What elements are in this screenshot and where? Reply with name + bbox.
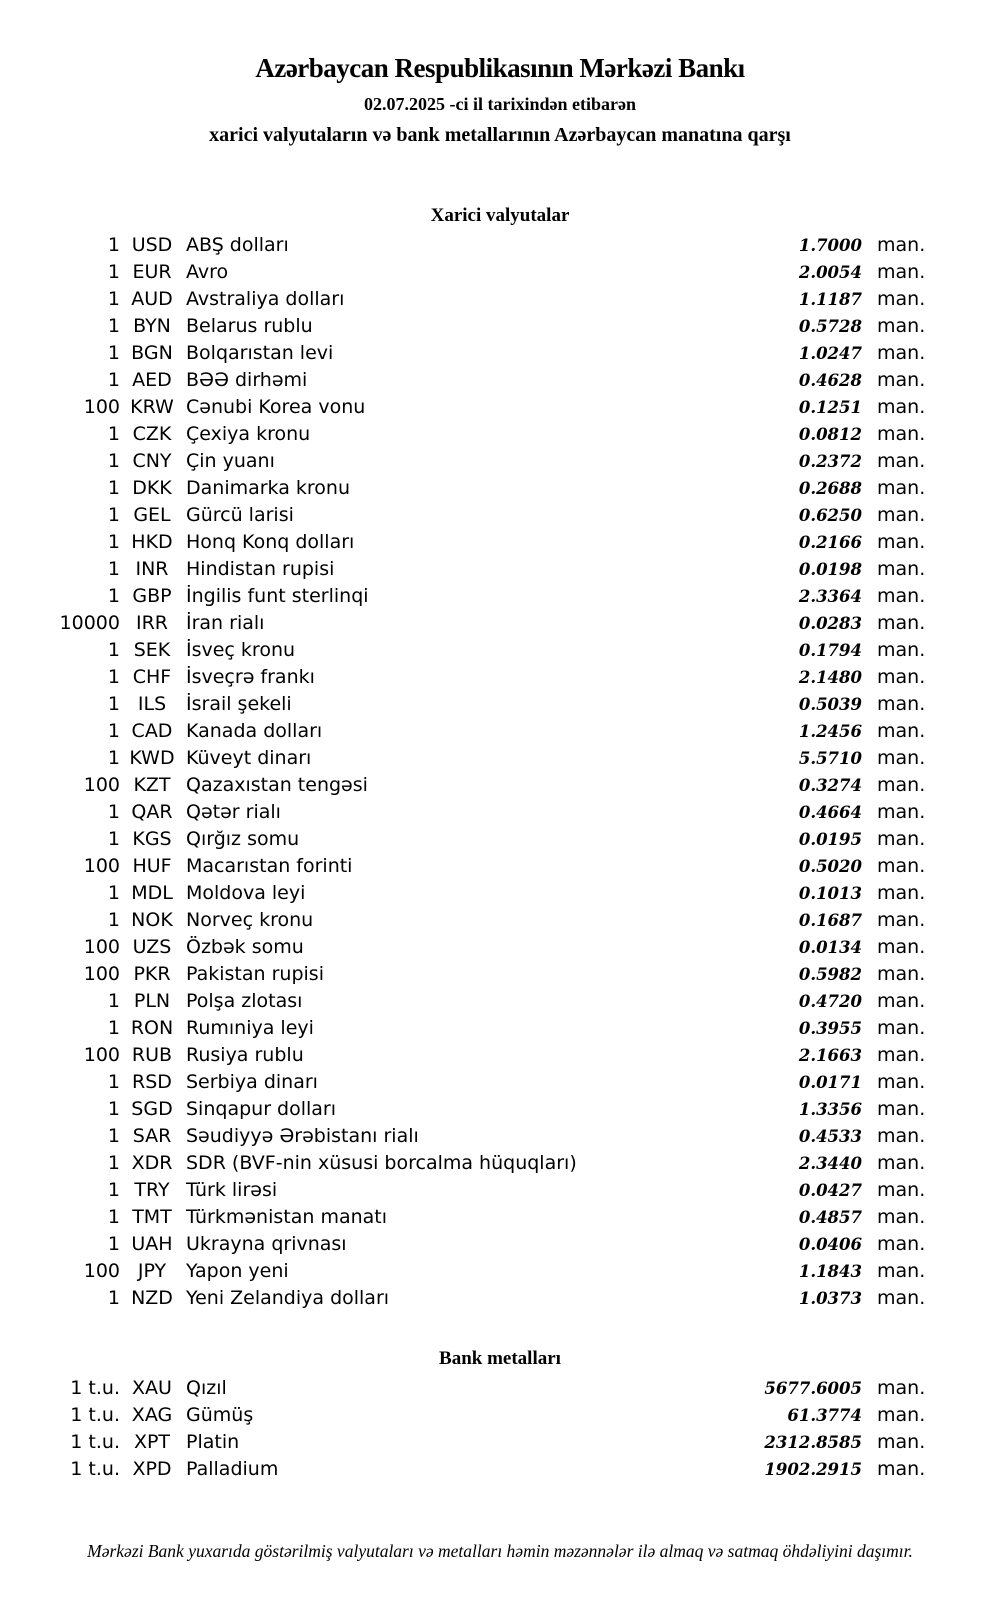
row-currency-name: Cənubi Korea vonu	[186, 396, 366, 418]
currency-row	[0, 907, 1000, 934]
row-amount: 1	[107, 315, 120, 337]
currency-row	[0, 421, 1000, 448]
row-unit-label: man.	[877, 1179, 926, 1201]
row-rate-value: 0.0427	[798, 1181, 862, 1200]
row-currency-name: Qətər rialı	[186, 801, 281, 823]
page-title: Azərbaycan Respublikasının Mərkəzi Bankı	[255, 53, 745, 83]
row-amount: 1	[107, 990, 120, 1012]
row-amount: 1	[107, 693, 120, 715]
row-rate-value: 0.4720	[798, 992, 862, 1011]
row-amount: 100	[83, 855, 120, 877]
metal-row	[0, 1429, 1000, 1456]
metals-section-heading: Bank metalları	[439, 1348, 561, 1369]
row-rate-value: 0.2372	[798, 452, 862, 471]
row-currency-code: DKK	[132, 477, 172, 499]
row-currency-name: Polşa zlotası	[186, 990, 303, 1012]
currency-row	[0, 556, 1000, 583]
row-unit-label: man.	[877, 504, 926, 526]
row-currency-name: Moldova leyi	[186, 882, 306, 904]
currency-row	[0, 772, 1000, 799]
row-unit-label: man.	[877, 288, 926, 310]
row-currency-code: BGN	[131, 342, 173, 364]
row-metal-code: XPT	[133, 1431, 171, 1453]
row-currency-code: BYN	[133, 315, 171, 337]
row-currency-code: TRY	[134, 1179, 170, 1201]
row-currency-code: CHF	[132, 666, 172, 688]
currency-row	[0, 988, 1000, 1015]
row-amount: 1	[107, 504, 120, 526]
row-currency-code: CAD	[131, 720, 173, 742]
currency-table	[0, 232, 1000, 1312]
row-rate-value: 0.5020	[798, 857, 862, 876]
row-currency-code: SAR	[132, 1125, 172, 1147]
currency-row	[0, 340, 1000, 367]
row-currency-code: HUF	[132, 855, 172, 877]
row-unit-label: man.	[877, 477, 926, 499]
row-currency-code: ILS	[137, 693, 167, 715]
row-amount: 1	[107, 1071, 120, 1093]
currency-row	[0, 1042, 1000, 1069]
row-currency-name: İsrail şekeli	[186, 693, 292, 715]
row-currency-name: Türk lirəsi	[186, 1179, 278, 1201]
row-metal-name: Gümüş	[186, 1404, 254, 1426]
row-rate-value: 0.5039	[798, 695, 862, 714]
currency-row	[0, 1069, 1000, 1096]
row-amount: 100	[83, 963, 120, 985]
row-metal-name: Palladium	[186, 1458, 279, 1480]
row-amount: 1	[107, 1206, 120, 1228]
row-unit-label: man.	[877, 1377, 926, 1399]
row-rate-value: 1.1187	[798, 290, 862, 309]
row-unit-label: man.	[877, 1044, 926, 1066]
row-rate-value: 0.0812	[798, 425, 862, 444]
row-unit-label: man.	[877, 1125, 926, 1147]
currency-row	[0, 475, 1000, 502]
row-rate-value: 0.0171	[798, 1073, 862, 1092]
row-amount: 10000	[59, 612, 120, 634]
row-rate-value: 2.3440	[798, 1154, 862, 1173]
metal-row	[0, 1402, 1000, 1429]
row-currency-name: Avro	[186, 261, 229, 283]
row-unit-label: man.	[877, 558, 926, 580]
row-currency-code: USD	[131, 234, 173, 256]
row-currency-name: Honq Konq dolları	[186, 531, 355, 553]
effective-date-line: 02.07.2025 -ci il tarixindən etibarən	[364, 94, 636, 114]
row-rate-value: 0.1013	[798, 884, 862, 903]
row-currency-name: Hindistan rupisi	[186, 558, 335, 580]
currency-row	[0, 529, 1000, 556]
currency-row	[0, 259, 1000, 286]
row-amount: 1	[107, 234, 120, 256]
row-unit-label: man.	[877, 450, 926, 472]
row-unit-label: man.	[877, 882, 926, 904]
row-currency-name: Sinqapur dolları	[186, 1098, 337, 1120]
row-unit-label: man.	[877, 1206, 926, 1228]
currency-row	[0, 1177, 1000, 1204]
row-currency-code: RUB	[131, 1044, 173, 1066]
row-rate-value: 1.2456	[798, 722, 862, 741]
row-unit-label: man.	[877, 531, 926, 553]
row-unit-label: man.	[877, 639, 926, 661]
row-amount: 1	[107, 828, 120, 850]
row-amount: 1 t.u.	[70, 1404, 120, 1426]
row-amount: 1 t.u.	[70, 1431, 120, 1453]
currency-row	[0, 1285, 1000, 1312]
currency-row	[0, 583, 1000, 610]
row-currency-name: Yeni Zelandiya dolları	[186, 1287, 390, 1309]
row-rate-value: 0.6250	[798, 506, 862, 525]
row-amount: 100	[83, 774, 120, 796]
row-rate-value: 2.1480	[798, 668, 862, 687]
row-currency-name: Avstraliya dolları	[186, 288, 345, 310]
row-currency-name: İsveçrə frankı	[186, 666, 315, 688]
row-currency-code: PKR	[133, 963, 171, 985]
row-rate-value: 0.0406	[798, 1235, 862, 1254]
row-currency-code: UAH	[131, 1233, 173, 1255]
row-rate-value: 0.2688	[798, 479, 862, 498]
row-rate-value: 0.1251	[798, 398, 862, 417]
row-currency-code: RSD	[132, 1071, 172, 1093]
currency-row	[0, 502, 1000, 529]
row-currency-name: Ukrayna qrivnası	[186, 1233, 347, 1255]
row-amount: 1	[107, 585, 120, 607]
row-currency-code: KRW	[130, 396, 174, 418]
row-rate-value: 1.1843	[798, 1262, 862, 1281]
row-amount: 1 t.u.	[70, 1458, 120, 1480]
row-currency-code: GEL	[133, 504, 171, 526]
row-currency-code: UZS	[132, 936, 172, 958]
row-currency-name: Yapon yeni	[186, 1260, 289, 1282]
row-currency-name: Çin yuanı	[186, 450, 275, 472]
row-rate-value: 1.0373	[798, 1289, 862, 1308]
currency-row	[0, 232, 1000, 259]
row-amount: 1	[107, 666, 120, 688]
row-unit-label: man.	[877, 774, 926, 796]
currency-row	[0, 880, 1000, 907]
row-unit-label: man.	[877, 747, 926, 769]
row-rate-value: 0.3274	[798, 776, 862, 795]
currency-row	[0, 691, 1000, 718]
row-rate-value: 1.7000	[798, 236, 862, 255]
row-amount: 1	[107, 1179, 120, 1201]
row-rate-value: 61.3774	[787, 1406, 862, 1425]
currency-row	[0, 1123, 1000, 1150]
row-currency-code: INR	[135, 558, 169, 580]
row-currency-name: Rusiya rublu	[186, 1044, 304, 1066]
row-currency-code: AED	[132, 369, 172, 391]
row-currency-code: CNY	[132, 450, 172, 472]
row-currency-name: Küveyt dinarı	[186, 747, 312, 769]
row-currency-code: PLN	[133, 990, 171, 1012]
row-currency-code: AUD	[131, 288, 173, 310]
page-subtitle: xarici valyutaların və bank metallarının Azərbaycan manatına qarşı	[209, 124, 791, 146]
row-unit-label: man.	[877, 423, 926, 445]
row-unit-label: man.	[877, 936, 926, 958]
row-amount: 1	[107, 1098, 120, 1120]
currency-row	[0, 826, 1000, 853]
row-rate-value: 0.4664	[798, 803, 862, 822]
row-unit-label: man.	[877, 801, 926, 823]
currency-row	[0, 394, 1000, 421]
row-rate-value: 0.4857	[798, 1208, 862, 1227]
row-amount: 1	[107, 1125, 120, 1147]
row-amount: 1	[107, 882, 120, 904]
row-amount: 1	[107, 801, 120, 823]
row-amount: 1	[107, 1152, 120, 1174]
row-currency-code: QAR	[131, 801, 173, 823]
row-rate-value: 2.1663	[798, 1046, 862, 1065]
row-currency-name: Rumıniya leyi	[186, 1017, 314, 1039]
row-currency-code: GBP	[132, 585, 172, 607]
row-rate-value: 0.0198	[798, 560, 862, 579]
row-amount: 1	[107, 1287, 120, 1309]
currency-row	[0, 853, 1000, 880]
row-currency-code: RON	[130, 1017, 174, 1039]
row-currency-name: Kanada dolları	[186, 720, 323, 742]
row-currency-code: NZD	[131, 1287, 173, 1309]
row-unit-label: man.	[877, 828, 926, 850]
row-currency-name: Serbiya dinarı	[186, 1071, 318, 1093]
row-currency-code: JPY	[137, 1260, 167, 1282]
currency-row	[0, 718, 1000, 745]
row-unit-label: man.	[877, 855, 926, 877]
row-currency-name: İngilis funt sterlinqi	[186, 585, 369, 607]
row-amount: 1	[107, 288, 120, 310]
disclaimer-text: Mərkəzi Bank yuxarıda göstərilmiş valyutaları və metalları həmin məzənnələr ilə almaq və satmaq öhdəliyini daşımır.	[87, 1541, 913, 1561]
row-unit-label: man.	[877, 1431, 926, 1453]
row-currency-code: SGD	[131, 1098, 173, 1120]
row-currency-name: Gürcü larisi	[186, 504, 294, 526]
row-currency-code: SEK	[133, 639, 171, 661]
row-rate-value: 1902.2915	[764, 1460, 862, 1479]
row-rate-value: 0.5982	[798, 965, 862, 984]
currency-row	[0, 313, 1000, 340]
row-currency-name: Özbək somu	[186, 936, 304, 958]
row-unit-label: man.	[877, 1017, 926, 1039]
row-rate-value: 0.3955	[798, 1019, 862, 1038]
row-amount: 1	[107, 720, 120, 742]
metal-row	[0, 1456, 1000, 1483]
row-unit-label: man.	[877, 369, 926, 391]
row-metal-code: XAU	[132, 1377, 172, 1399]
row-currency-code: EUR	[132, 261, 172, 283]
row-rate-value: 0.0283	[798, 614, 862, 633]
row-rate-value: 0.1794	[798, 641, 862, 660]
currency-row	[0, 1231, 1000, 1258]
row-unit-label: man.	[877, 1098, 926, 1120]
row-amount: 1	[107, 558, 120, 580]
row-amount: 100	[83, 1260, 120, 1282]
row-rate-value: 0.1687	[798, 911, 862, 930]
row-unit-label: man.	[877, 1287, 926, 1309]
row-currency-code: TMT	[132, 1206, 172, 1228]
metals-table	[0, 1375, 1000, 1483]
row-amount: 1	[107, 1233, 120, 1255]
row-unit-label: man.	[877, 1152, 926, 1174]
currency-row	[0, 1096, 1000, 1123]
row-rate-value: 2312.8585	[764, 1433, 862, 1452]
row-currency-name: Pakistan rupisi	[186, 963, 324, 985]
row-currency-code: IRR	[135, 612, 168, 634]
row-rate-value: 1.0247	[798, 344, 862, 363]
row-unit-label: man.	[877, 234, 926, 256]
row-metal-code: XPD	[132, 1458, 172, 1480]
row-amount: 100	[83, 396, 120, 418]
currency-row	[0, 1150, 1000, 1177]
row-rate-value: 0.0134	[798, 938, 862, 957]
row-unit-label: man.	[877, 1458, 926, 1480]
row-rate-value: 2.0054	[798, 263, 862, 282]
row-amount: 1	[107, 1017, 120, 1039]
row-rate-value: 5677.6005	[764, 1379, 862, 1398]
row-amount: 1	[107, 909, 120, 931]
row-currency-name: SDR (BVF-nin xüsusi borcalma hüquqları)	[186, 1152, 577, 1174]
row-unit-label: man.	[877, 315, 926, 337]
row-currency-code: XDR	[131, 1152, 173, 1174]
currency-row	[0, 961, 1000, 988]
row-currency-code: KZT	[133, 774, 171, 796]
row-rate-value: 0.5728	[798, 317, 862, 336]
row-currency-name: BƏƏ dirhəmi	[186, 369, 308, 391]
row-currency-name: ABŞ dolları	[186, 234, 289, 256]
currency-row	[0, 610, 1000, 637]
currency-row	[0, 1258, 1000, 1285]
row-currency-code: CZK	[132, 423, 172, 445]
row-currency-name: Macarıstan forinti	[186, 855, 353, 877]
row-rate-value: 1.3356	[798, 1100, 862, 1119]
row-amount: 1	[107, 450, 120, 472]
currency-row	[0, 367, 1000, 394]
row-unit-label: man.	[877, 963, 926, 985]
row-unit-label: man.	[877, 261, 926, 283]
row-amount: 100	[83, 1044, 120, 1066]
row-currency-name: İran rialı	[186, 612, 265, 634]
metal-row	[0, 1375, 1000, 1402]
row-amount: 1 t.u.	[70, 1377, 120, 1399]
row-amount: 1	[107, 342, 120, 364]
row-rate-value: 2.3364	[798, 587, 862, 606]
row-unit-label: man.	[877, 666, 926, 688]
row-rate-value: 0.2166	[798, 533, 862, 552]
row-amount: 1	[107, 747, 120, 769]
row-unit-label: man.	[877, 1404, 926, 1426]
row-currency-name: İsveç kronu	[186, 639, 296, 661]
row-currency-code: KWD	[129, 747, 175, 769]
row-amount: 100	[83, 936, 120, 958]
row-amount: 1	[107, 423, 120, 445]
row-metal-code: XAG	[131, 1404, 173, 1426]
row-currency-name: Bolqarıstan levi	[186, 342, 334, 364]
row-currency-name: Çexiya kronu	[186, 423, 311, 445]
row-currency-name: Qırğız somu	[186, 828, 300, 850]
currency-row	[0, 934, 1000, 961]
row-unit-label: man.	[877, 612, 926, 634]
row-unit-label: man.	[877, 396, 926, 418]
row-amount: 1	[107, 369, 120, 391]
row-unit-label: man.	[877, 720, 926, 742]
row-currency-code: KGS	[132, 828, 172, 850]
row-rate-value: 0.4533	[798, 1127, 862, 1146]
currency-row	[0, 799, 1000, 826]
currency-row	[0, 1015, 1000, 1042]
row-unit-label: man.	[877, 342, 926, 364]
row-unit-label: man.	[877, 585, 926, 607]
currency-row	[0, 637, 1000, 664]
currency-row	[0, 745, 1000, 772]
currency-row	[0, 448, 1000, 475]
row-amount: 1	[107, 477, 120, 499]
row-currency-name: Belarus rublu	[186, 315, 313, 337]
row-currency-code: HKD	[131, 531, 173, 553]
currency-row	[0, 1204, 1000, 1231]
row-amount: 1	[107, 531, 120, 553]
row-currency-name: Qazaxıstan tengəsi	[186, 774, 368, 796]
row-unit-label: man.	[877, 990, 926, 1012]
row-rate-value: 0.4628	[798, 371, 862, 390]
row-unit-label: man.	[877, 1233, 926, 1255]
row-unit-label: man.	[877, 1071, 926, 1093]
row-unit-label: man.	[877, 1260, 926, 1282]
currencies-section-heading: Xarici valyutalar	[430, 205, 570, 226]
row-currency-name: Səudiyyə Ərəbistanı rialı	[186, 1125, 419, 1147]
currency-row	[0, 286, 1000, 313]
row-metal-name: Qızıl	[186, 1377, 227, 1399]
row-currency-name: Danimarka kronu	[186, 477, 351, 499]
row-rate-value: 0.0195	[798, 830, 862, 849]
currency-row	[0, 664, 1000, 691]
row-currency-name: Türkmənistan manatı	[186, 1206, 388, 1228]
row-unit-label: man.	[877, 693, 926, 715]
row-amount: 1	[107, 639, 120, 661]
row-metal-name: Platin	[186, 1431, 240, 1453]
row-rate-value: 5.5710	[798, 749, 862, 768]
row-currency-code: NOK	[131, 909, 173, 931]
row-currency-name: Norveç kronu	[186, 909, 314, 931]
row-unit-label: man.	[877, 909, 926, 931]
row-amount: 1	[107, 261, 120, 283]
row-currency-code: MDL	[131, 882, 173, 904]
